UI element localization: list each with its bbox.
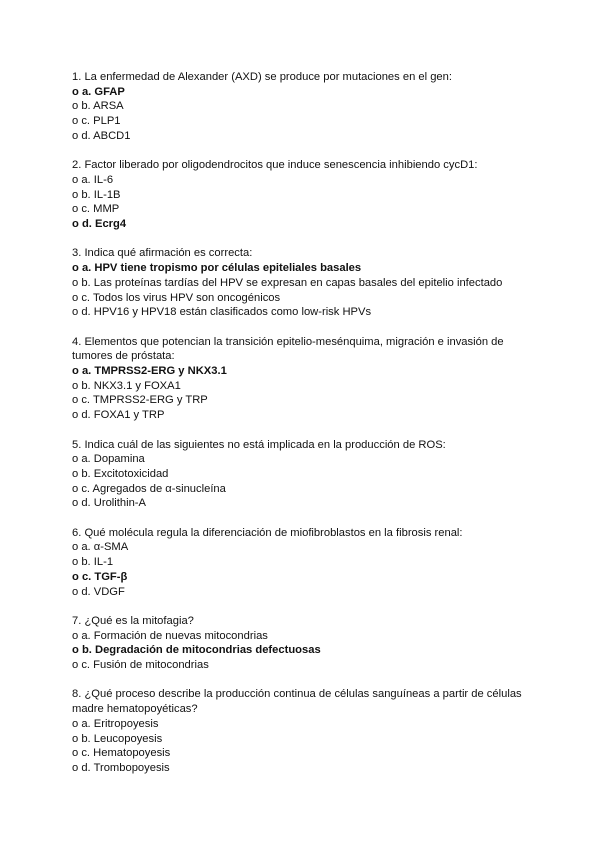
- answer-option: o b. NKX3.1 y FOXA1: [72, 379, 181, 392]
- quiz-document: [72, 70, 532, 790]
- question-5: [72, 438, 532, 512]
- answer-option: o b. Las proteínas tardías del HPV se expresan en capas basales del epitelio infectado: [72, 276, 503, 289]
- question-text: 2. Factor liberado por oligodendrocitos que induce senescencia inhibiendo cycD1:: [72, 159, 478, 172]
- question-8: [72, 687, 532, 775]
- question-text: 5. Indica cuál de las siguientes no está implicada en la producción de ROS:: [72, 438, 446, 451]
- answer-option: o d. VDGF: [72, 585, 125, 598]
- answer-option: o a. TMPRSS2-ERG y NKX3.1: [72, 365, 227, 378]
- question-4: [72, 335, 532, 423]
- answer-option: o c. Todos los virus HPV son oncogénicos: [72, 291, 281, 304]
- question-text: 6. Qué molécula regula la diferenciación de miofibroblastos en la fibrosis renal:: [72, 526, 463, 539]
- answer-option: o a. Eritropoyesis: [72, 717, 159, 730]
- question-1: [72, 70, 532, 144]
- answer-option: o a. α-SMA: [72, 541, 129, 554]
- answer-option: o d. Urolithin-A: [72, 497, 146, 510]
- answer-option: o d. FOXA1 y TRP: [72, 409, 165, 422]
- question-text: 3. Indica qué afirmación es correcta:: [72, 247, 253, 260]
- question-2: [72, 158, 532, 232]
- answer-option: o c. TMPRSS2-ERG y TRP: [72, 394, 208, 407]
- answer-option: o d. Ecrg4: [72, 218, 127, 231]
- answer-option: o c. TGF-β: [72, 570, 128, 583]
- answer-option: o b. IL-1B: [72, 188, 121, 201]
- question-7: [72, 614, 532, 673]
- answer-option: o a. HPV tiene tropismo por células epiteliales basales: [72, 262, 362, 275]
- answer-option: o a. IL-6: [72, 173, 114, 186]
- answer-option: o b. Excitotoxicidad: [72, 467, 169, 480]
- answer-option: o c. PLP1: [72, 115, 121, 128]
- answer-option: o b. Leucopoyesis: [72, 732, 163, 745]
- question-text: 7. ¿Qué es la mitofagia?: [72, 614, 194, 627]
- answer-option: o a. Formación de nuevas mitocondrias: [72, 629, 268, 642]
- question-text: 1. La enfermedad de Alexander (AXD) se produce por mutaciones en el gen:: [72, 71, 452, 83]
- answer-option: o a. GFAP: [72, 85, 125, 98]
- question-6: [72, 526, 532, 600]
- answer-option: o b. IL-1: [72, 556, 114, 569]
- answer-option: o c. Hematopoyesis: [72, 747, 171, 760]
- answer-option: o d. HPV16 y HPV18 están clasificados como low-risk HPVs: [72, 306, 372, 319]
- answer-option: o b. ARSA: [72, 100, 124, 113]
- answer-option: o a. Dopamina: [72, 453, 145, 466]
- question-3: [72, 246, 532, 320]
- answer-option: o c. Agregados de α-sinucleína: [72, 482, 226, 495]
- answer-option: o d. ABCD1: [72, 129, 131, 142]
- answer-option: o c. MMP: [72, 203, 120, 216]
- question-text: 4. Elementos que potencian la transición epitelio-mesénquima, migración e invasión de tumores de próstata:: [72, 335, 504, 363]
- answer-option: o d. Trombopoyesis: [72, 761, 170, 774]
- question-text: 8. ¿Qué proceso describe la producción continua de células sanguíneas a partir de células madre hematopoyéticas?: [72, 688, 522, 716]
- answer-option: o c. Fusión de mitocondrias: [72, 659, 209, 672]
- answer-option: o b. Degradación de mitocondrias defectuosas: [72, 644, 321, 657]
